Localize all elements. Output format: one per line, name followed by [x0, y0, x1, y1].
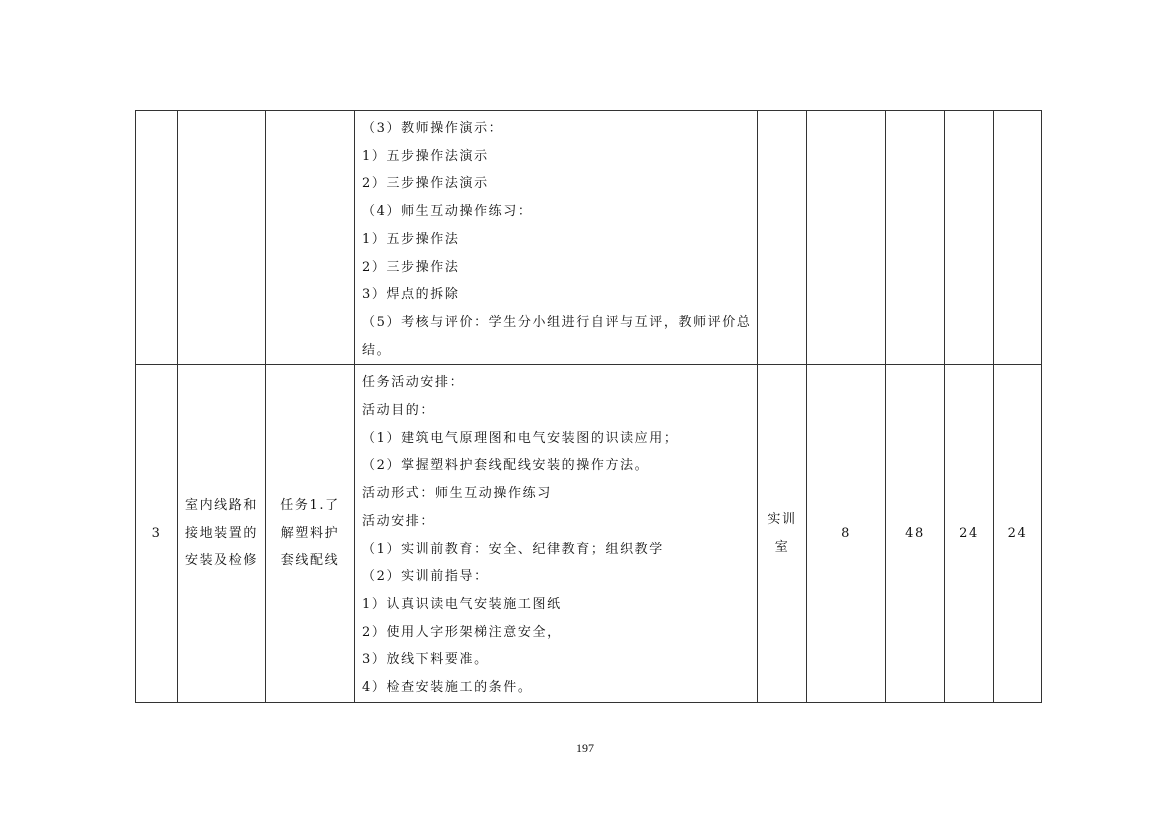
content-line: （5）考核与评价：学生分小组进行自评与互评，教师评价总 [362, 314, 752, 330]
content-line: 4）检查安装施工的条件。 [362, 680, 533, 696]
module-cell [178, 111, 266, 365]
module-cell: 室内线路和接地装置的安装及检修 [178, 365, 266, 702]
curriculum-table [135, 110, 1042, 703]
place-cell: 实训室 [758, 365, 807, 702]
content-line: 活动形式：师生互动操作练习 [362, 486, 552, 502]
content-line: 1）五步操作法 [362, 231, 460, 247]
content-line: 结。 [362, 342, 392, 358]
total-cell: 48 [886, 365, 945, 702]
content-line: 活动安排： [362, 513, 436, 529]
content-line: 3）放线下料要准。 [362, 652, 489, 668]
row-number-cell: 3 [136, 365, 178, 702]
content-line: 任务活动安排： [362, 375, 465, 391]
content-line: （1）实训前教育：安全、纪律教育；组织教学 [362, 541, 664, 557]
content-line: （1）建筑电气原理图和电气安装图的识读应用； [362, 430, 679, 446]
content-line: （4）师生互动操作练习： [362, 204, 533, 220]
task-cell [266, 111, 355, 365]
content-line: 2）三步操作法演示 [362, 176, 489, 192]
practice-cell: 24 [994, 365, 1042, 702]
place-cell [758, 111, 807, 365]
content-line: 1）五步操作法演示 [362, 148, 489, 164]
total-cell [886, 111, 945, 365]
hours-cell [807, 111, 886, 365]
table-row [136, 365, 1042, 702]
theory-cell: 24 [945, 365, 994, 702]
theory-cell [945, 111, 994, 365]
content-line: （2）实训前指导： [362, 569, 489, 585]
content-line: （2）掌握塑料护套线配线安装的操作方法。 [362, 458, 650, 474]
content-line: 2）使用人字形架梯注意安全， [362, 624, 562, 640]
page-number: 197 [576, 741, 594, 755]
row-number-cell [136, 111, 178, 365]
table-row [136, 111, 1042, 365]
hours-cell: 8 [807, 365, 886, 702]
content-line: 2）三步操作法 [362, 259, 460, 275]
content-line: （3）教师操作演示： [362, 121, 504, 136]
content-line: 活动目的： [362, 403, 436, 419]
content-line: 3）焊点的拆除 [362, 287, 460, 303]
practice-cell [994, 111, 1042, 365]
task-cell: 任务1.了解塑料护套线配线 [266, 365, 355, 702]
content-cell [355, 111, 758, 365]
content-cell [355, 365, 758, 702]
content-line: 1）认真识读电气安装施工图纸 [362, 596, 562, 612]
